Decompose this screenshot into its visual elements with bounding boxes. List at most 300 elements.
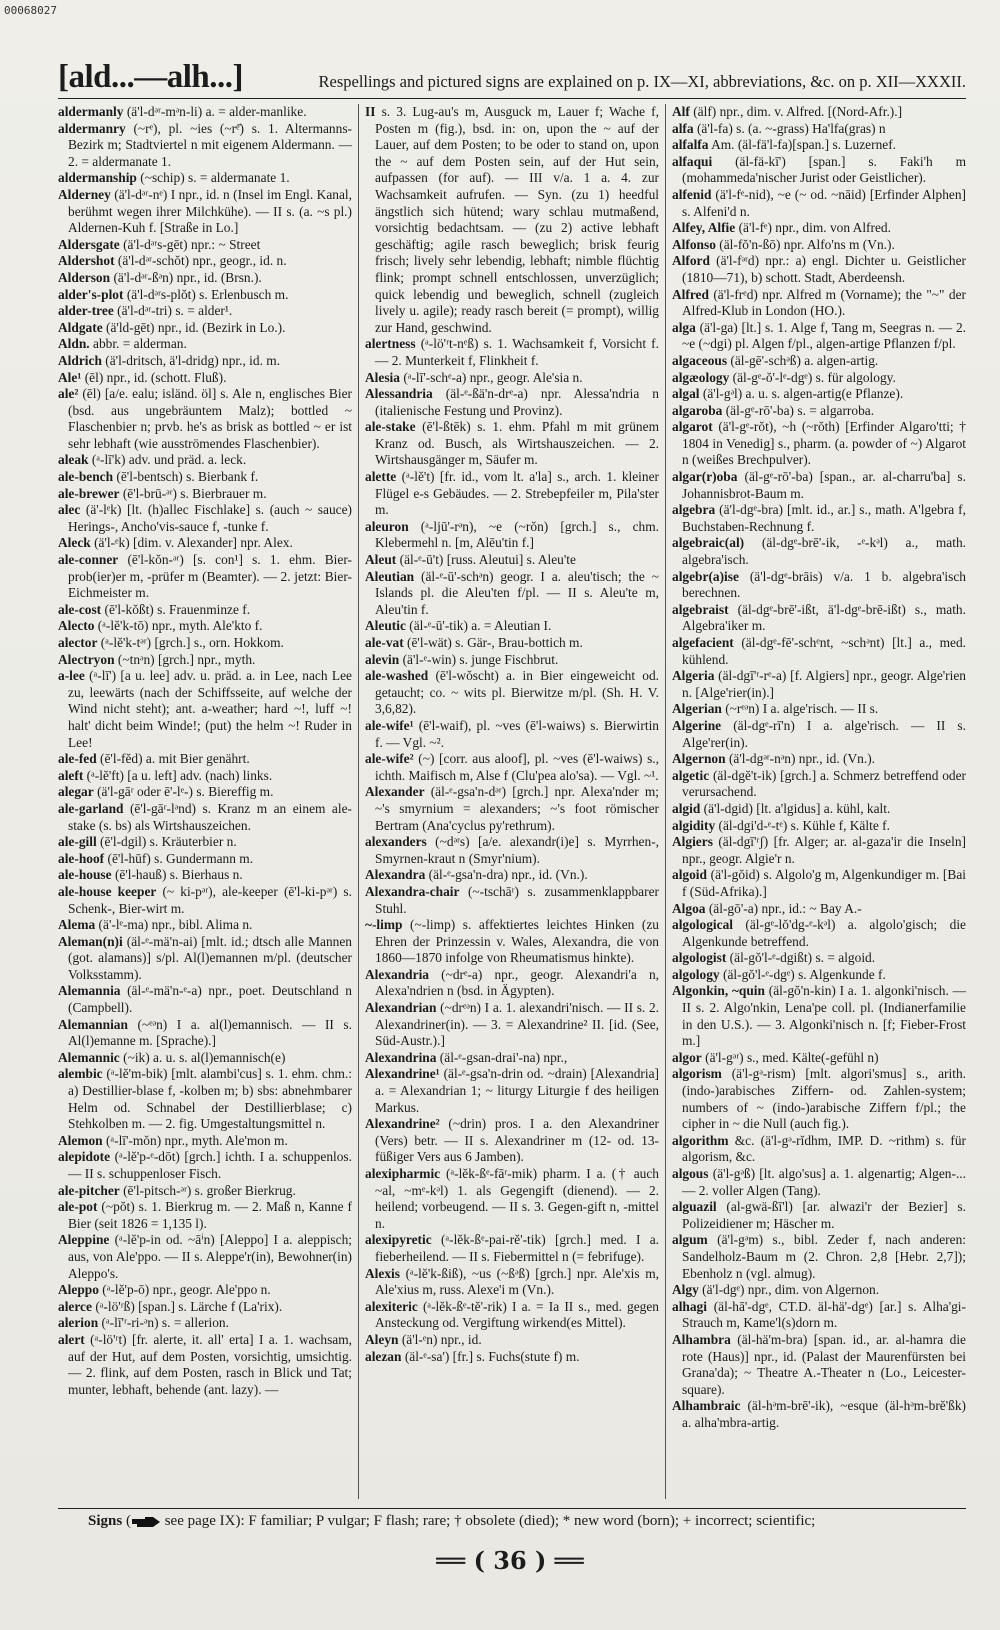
entry-body: (äl-ᵉ-mä'n-ai) [mlt. id.; dtsch alle Mannen (got. alamans)] s/pl. Al(l)emannen m/pl. (deutscher Volksstamm).: [68, 933, 352, 982]
signs-see-page: see page IX):: [164, 1513, 245, 1529]
entry-headword: ale-stake: [365, 419, 416, 435]
entry-body: (ᵃ-ljū'-rᵊn), ~e (~rŏn) [grch.] s., chm. Klebermehl n. [m, Alēu'tin f.]: [375, 518, 659, 551]
entry-body: (ä'l-gᵊm) s., bibl. Zeder f, nach anderen: Sandelholz-Baum m (2. Chron. 2,8 [Hebr. 2,7]); Ebenholz n (vgl. almug).: [682, 1232, 966, 1281]
dictionary-entry: [672, 751, 966, 768]
dictionary-entry: [58, 867, 352, 884]
entry-body: (ä'l-dgᵉ-bra) [mlt. id., ar.] s., math. A'lgebra f, Buchstaben-Rechnung f.: [682, 502, 966, 534]
footer-rule: [58, 1508, 966, 1509]
entry-headword: algorism: [672, 1066, 722, 1082]
dictionary-entry: [365, 519, 659, 552]
entry-body: (ä'l-frᵉd) npr. Alfred m (Vorname); the "~" der Alfred-Klub in London (HO.).: [682, 286, 966, 319]
entry-headword: Alf: [672, 104, 690, 119]
entry-headword: ale-washed: [365, 668, 429, 684]
page-header: [58, 56, 966, 99]
dictionary-entry: [365, 1349, 659, 1366]
dictionary-entry: [365, 635, 659, 652]
entry-headword: ale-wife¹: [365, 717, 414, 733]
dictionary-entry: [365, 668, 659, 718]
entry-headword: alegar: [58, 784, 94, 800]
entry-body: (ä'l-fᵉ) npr., dim. von Alfred.: [738, 220, 891, 236]
entry-headword: algaroba: [672, 402, 723, 418]
entry-headword: Alexandria: [365, 966, 429, 982]
entry-body: (äl-ᵉ-ßä'n-drᵉ-a) npr. Alessa'ndria n (italienische Festung und Provinz).: [375, 386, 659, 418]
entry-headword: algologist: [672, 950, 727, 966]
entry-headword: Alexandrian: [365, 1000, 437, 1016]
entry-body: (ē'l-kŏn-ᵊʳ) [s. con¹] s. 1. ehm. Bier-prob(ier)er m, -prüfer m (Beamter). — 2. jetzt: Bier-Eichmeister m.: [68, 552, 352, 601]
dictionary-entry: [58, 1232, 352, 1282]
entry-body: (ä'l-dgid) [lt. a'lgidus] a. kühl, kalt.: [703, 800, 891, 816]
dictionary-entry: [58, 535, 352, 552]
entry-headword: alfenid: [672, 186, 712, 202]
entry-body: (ä'-lᵉk) [lt. (h)allec Fischlake] s. (auch ~ sauce) Herings-, Ancho'vis-sauce f, -tunke f.: [68, 502, 352, 534]
entry-headword: alert: [58, 1331, 85, 1347]
dictionary-entry: [672, 237, 966, 254]
entry-body: (äl-gē'-schᵊß) a. algen-artig.: [730, 352, 879, 368]
entry-body: (~ᵉᵊn) I a. al(l)emannisch. — II s. Al(l)emanne m. [Sprache).]: [68, 1016, 352, 1049]
dictionary-entry: [672, 1166, 966, 1199]
dictionary-entry: [672, 320, 966, 353]
dictionary-entry: [672, 1299, 966, 1332]
dictionary-entry: [365, 552, 659, 569]
entry-headword: ~-limp: [365, 917, 403, 933]
entry-headword: Alema: [58, 917, 96, 933]
entry-headword: alfaqui: [672, 153, 713, 169]
entry-headword: alertness: [365, 336, 416, 352]
entry-headword: Aleppo: [58, 1282, 99, 1298]
entry-body: (~schip) s. = aldermanate 1.: [140, 170, 290, 186]
entry-headword: Algerian: [672, 701, 722, 717]
entry-body: (ä'l-fᵊʳd) npr.: a) engl. Dichter u. Geistlicher (1810—71), b) schott. Stadt, Aberdeensh.: [682, 253, 966, 285]
entry-headword: algor: [672, 1049, 702, 1065]
dictionary-entry: [58, 618, 352, 635]
entry-body: (ᵃ-lĕ'ft) [a u. left] adv. (nach) links.: [86, 767, 273, 783]
dictionary-entry: [672, 154, 966, 187]
dictionary-entry: [365, 1066, 659, 1116]
entry-headword: Aleyn: [365, 1331, 399, 1347]
entry-body: (ᵃ-lĕk-ßᵉ-pai-rĕ'-tik) [grch.] med. I a. fieberheilend. — II s. Fiebermittel n (= febrifuge).: [375, 1232, 659, 1264]
dictionary-entry: [58, 1050, 352, 1067]
dictionary-entry: [58, 370, 352, 387]
entry-body: (ä'l-gᵊʳ) s., med. Kälte(-gefühl n): [705, 1049, 879, 1065]
entry-headword: Aleutic: [365, 618, 406, 634]
dictionary-entry: [58, 884, 352, 917]
dictionary-entry: [58, 1017, 352, 1050]
entry-body: (ᵃ-lö'ʳt) [fr. alerte, it. all' erta] I a. 1. wachsam, auf der Hut, auf dem Posten, vorsichtig, umsichtig. — 2. flink, auf dem Posten, rasch in Blick und Tat; munter, lebhaft, behende (ant. lazy). —: [68, 1331, 352, 1397]
entry-headword: algæology: [672, 369, 730, 385]
entry-headword: alerion: [58, 1315, 99, 1331]
entry-body: (äl-ᵉ-gsan-drai'-na) npr.,: [439, 1049, 568, 1065]
entry-headword: aleak: [58, 452, 89, 468]
entry-headword: Alfonso: [672, 236, 716, 252]
entry-body: (ē'l-fĕd) a. mit Bier genährt.: [100, 751, 250, 767]
entry-body: (äl-dgi'd-ᵉ-tᵉ) s. Kühle f, Kälte f.: [718, 817, 890, 833]
column-right: [666, 104, 972, 1499]
entry-headword: Alexis: [365, 1265, 400, 1281]
entry-body: (ē'l-ßtēk) s. 1. ehm. Pfahl m mit grünem Kranz od. Busch, als Wirtshauszeichen. — 2. Wirtshausgänger m, Säufer m.: [375, 419, 659, 468]
entry-body: (ä'l-dritsch, ä'l-dridg) npr., id. m.: [105, 352, 281, 368]
entry-body: (äl-gŏ'l-ᵉ-dgᵉ) s. Algenkunde f.: [722, 966, 886, 982]
entry-body: (ᵃ-lĕk-ßᵉ-tĕ'-rik) I a. = Ia II s., med. gegen Ansteckung od. Vergiftung wirkend(es Mittel).: [375, 1298, 659, 1331]
dictionary-entry: [365, 917, 659, 967]
entry-headword: Aleut: [365, 552, 397, 568]
entry-headword: Algoa: [672, 900, 706, 916]
dictionary-entry: [58, 486, 352, 503]
dictionary-entry: [58, 320, 352, 337]
entry-headword: Aldgate: [58, 319, 103, 335]
dictionary-entry: [58, 635, 352, 652]
entry-body: (ᵃ-lī'ʳ-ri-ᵊn) s. = allerion.: [101, 1315, 229, 1331]
entry-headword: aldermanly: [58, 104, 124, 119]
entry-body: (ä'l-dᵊʳs-gēt) npr.: ~ Street: [123, 236, 261, 252]
entry-headword: alembic: [58, 1066, 103, 1082]
dictionary-entry: [365, 718, 659, 751]
entry-body: (ä'l-dᵊʳ-mᵊn-li) a. = alder-manlike.: [126, 104, 307, 119]
entry-body: (ē'l-dgil) s. Kräuterbier n.: [100, 834, 237, 850]
dictionary-entry: [365, 652, 659, 669]
dictionary-entry: [58, 917, 352, 934]
entry-headword: algological: [672, 917, 733, 933]
dictionary-entry: [672, 386, 966, 403]
dictionary-entry: [58, 834, 352, 851]
dictionary-entry: [672, 901, 966, 918]
entry-headword: Alexander: [365, 784, 425, 800]
dictionary-entry: [58, 652, 352, 669]
entry-body: (ä'l-fa) s. (a. ~-grass) Ha'lfa(gras) n: [696, 120, 886, 136]
dictionary-entry: [365, 1332, 659, 1349]
dictionary-entry: [58, 303, 352, 320]
entry-body: (äl-gᵉ-rō'-ba) [span., ar. al-charru'ba] s. Johannisbrot-Baum m.: [682, 469, 966, 501]
dictionary-entry: [58, 983, 352, 1016]
entry-headword: algebr(a)ise: [672, 568, 739, 584]
entry-body: (ᵃ-lĕ'p-ᵉ-dōt) [grch.] ichth. I a. schuppenlos. — II s. schuppenloser Fisch.: [68, 1149, 352, 1181]
entry-headword: ale-house keeper: [58, 883, 157, 899]
entry-body: (äl-fŏ'n-ßō) npr. Alfo'ns m (Vn.).: [719, 236, 895, 252]
dictionary-entry: [365, 1050, 659, 1067]
dictionary-entry: [672, 701, 966, 718]
entry-body: (ᵃ-lĕ't) [fr. id., vom lt. a'la] s., arch. 1. kleiner Flügel e-s Gebäudes. — 2. Strebepfeiler m, Pila'ster m.: [375, 469, 659, 518]
entry-body: (ᵃ-lĕ'p-in od. ~āⁱn) [Aleppo] I a. aleppisch; aus, von Ale'ppo. — II s. Aleppe'r(in), Bewohner(in) Aleppo's.: [68, 1232, 352, 1281]
entry-body: (äl-ᵉ-gsa'n-dᵊʳ) [grch.] npr. Alexa'nder m; ~'s smyrnium = alexanders; ~'s foot römischer Bertram (Ana'cyclus py'rethrum).: [375, 784, 659, 833]
entry-body: (ᵃ-lĕk-ßᵉ-fāʳ-mik) pharm. I a. († auch ~al, ~mᵉ-kᵊl) 1. als Gegengift (dienend). — 2. heilend; vorbeugend. — II s. 3. Gegen-gift n, -mittel n.: [375, 1166, 659, 1231]
entry-body: (ä'l-dgᵉ) npr., dim. von Algernon.: [702, 1282, 880, 1298]
dictionary-entry: [672, 668, 966, 701]
dictionary-entry: [58, 469, 352, 486]
dictionary-entry: [365, 370, 659, 387]
entry-headword: ale-garland: [58, 800, 124, 816]
entry-body: (äl-dgĕ't-ik) [grch.] a. Schmerz betreffend oder verursachend.: [682, 767, 966, 800]
entry-headword: Alexandrina: [365, 1049, 437, 1065]
entry-headword: ale-vat: [365, 635, 404, 650]
header-note: Respellings and pictured signs are explained on p. IX—XI, abbreviations, &c. on p. XII—XXXII.: [318, 72, 966, 91]
dictionary-entry: [365, 751, 659, 784]
entry-headword: Algiers: [672, 834, 713, 850]
entry-body: (äl-ᵉ-sa') [fr.] s. Fuchs(stute f) m.: [404, 1348, 580, 1364]
entry-body: (ä'l-dgᵊʳ-nᵊn) npr., id. (Vn.).: [728, 751, 875, 767]
dictionary-entry: [58, 1199, 352, 1232]
dictionary-entry: [365, 967, 659, 1000]
entry-headword: algar(r)oba: [672, 469, 738, 485]
entry-headword: Aldersgate: [58, 236, 120, 252]
dictionary-entry: [672, 1232, 966, 1282]
entry-headword: alexanders: [365, 834, 427, 850]
dictionary-entry: [365, 618, 659, 635]
dictionary-entry: [58, 353, 352, 370]
entry-body: (~drin) pros. I a. den Alexandriner (Vers) betr. — II s. Alexandriner m (12- od. 13-füßiger Vers aus 6 Jamben).: [375, 1116, 659, 1165]
entry-headword: algum: [672, 1232, 708, 1248]
entry-body: (äl-hᵊm-brē'-ik), ~esque (äl-hᵊm-brĕ'ßk) a. alha'mbra-artig.: [682, 1398, 966, 1430]
entry-headword: ale-cost: [58, 601, 102, 617]
entry-headword: Alectryon: [58, 651, 115, 667]
entry-body: (ē'l-wŏscht) a. in Bier eingeweicht od. getaucht; co. ~ wits pl. Bierwitze m/pl. (Sh. H. V. 3,6,82).: [375, 668, 659, 717]
entry-headword: Alemannic: [58, 1049, 120, 1065]
entry-headword: algorithm: [672, 1132, 729, 1148]
dictionary-entry: [672, 834, 966, 867]
entry-body: (ᵃ-lö'ʳß) [span.] s. Lärche f (La'rix).: [95, 1298, 283, 1314]
entry-headword: ale-brewer: [58, 485, 120, 501]
dictionary-entry: [58, 452, 352, 469]
entry-headword: alerce: [58, 1298, 92, 1314]
document-id: 00068027: [4, 4, 57, 17]
entry-body: (äl-dgᵉ-fē'-schᵉnt, ~schᵊnt) [lt.] a., med. kühlend.: [682, 635, 966, 667]
dictionary-entry: [672, 818, 966, 835]
entry-body: (~-tschāʳ) s. zusammenklappbarer Stuhl.: [375, 883, 659, 916]
dictionary-entry: [365, 884, 659, 917]
entry-headword: alector: [58, 635, 98, 650]
dictionary-entry: [365, 569, 659, 619]
dictionary-entry: [672, 1050, 966, 1067]
entry-headword: alfalfa: [672, 137, 709, 153]
entry-body: (ē'l-bentsch) s. Bierbank f.: [116, 469, 259, 485]
entry-headword: Algy: [672, 1282, 699, 1298]
dictionary-entry: [672, 917, 966, 950]
dictionary-entry: [365, 1000, 659, 1050]
entry-body: (äl-gō'-a) npr., id.: ~ Bay A.-: [708, 900, 862, 916]
dictionary-entry: [365, 469, 659, 519]
entry-headword: alexipharmic: [365, 1166, 441, 1181]
entry-body: (ᵃ-lī'-mŏn) npr., myth. Ale'mon m.: [106, 1132, 288, 1148]
entry-body: (ē'l-brū-ᵊʳ) s. Bierbrauer m.: [122, 485, 267, 501]
dictionary-entry: [58, 768, 352, 785]
entry-headword: alec: [58, 502, 81, 518]
entry-body: (~tnᵊn) [grch.] npr., myth.: [117, 651, 256, 667]
dictionary-columns: [52, 104, 972, 1499]
dictionary-entry: [672, 950, 966, 967]
entry-body: (ē'l-hauß) s. Bierhaus n.: [114, 867, 243, 883]
entry-body: (ä'l-ᵉk) [dim. v. Alexander] npr. Alex.: [94, 535, 293, 551]
entry-headword: Alfred: [672, 286, 709, 302]
entry-body: (ä'l-ᵉn) npr., id.: [401, 1331, 482, 1347]
entry-body: (ä'-lᵉ-ma) npr., bibl. Alima n.: [98, 917, 253, 933]
entry-body: (ä'l-dᵊʳ-tri) s. = alder¹.: [117, 303, 233, 319]
entry-headword: Alexandra: [365, 867, 426, 883]
entry-body: (ᵃ-lī'-schᵉ-a) npr., geogr. Ale'sia n.: [403, 369, 583, 385]
entry-body: (ᵃ-lĕ'm-bik) [mlt. alambi'cus] s. 1. ehm. chm.: a) Destillier-blase f, -kolben m; b) sbs: abnehmbarer Helm od. Schnabel der Destillierblase; c) Stehkolben m. — 2. fig. Umgestaltungsmittel n.: [68, 1066, 352, 1132]
entry-body: (äl-ᵉ-ū't) [russ. Aleutui] s. Aleu'te: [399, 552, 576, 568]
entry-body: (~-limp) s. affektiertes leichtes Hinken (zu Ehren der Prinzessin v. Wales, Alexandra, die von 1860—1870 infolge von Rheumatismus hinkte).: [375, 917, 659, 966]
entry-headword: Aleppine: [58, 1232, 110, 1248]
dictionary-entry: [672, 287, 966, 320]
entry-headword: Alderney: [58, 186, 111, 202]
entry-body: (ᵃ-lī') [a u. lee] adv. u. präd. a. in Lee, nach Lee zu, leewärts (nach der Schiffsseite, auf welche der Wind nicht steht); ant. a-weather; hard ~!, luff ~! halt' dicht beim Winde!; (put) the helm ~! Ruder in Lee!: [68, 668, 352, 750]
entry-headword: alfa: [672, 120, 694, 136]
entry-body: abbr. = alderman.: [93, 336, 187, 352]
dictionary-entry: [58, 1315, 352, 1332]
entry-body: (äl-gᵉ-lŏ'dg-ᵉ-kᵊl) a. algolo'gisch; die Algenkunde betreffend.: [682, 917, 966, 949]
entry-body: (ēl) [a/e. ealu; isländ. öl] s. Ale n, englisches Bier (bsd. aus ungebräuntem Malz); bottled ~ Flaschenbier n; prvb. he's as brisk as bottled ~ er ist sehr lebhaft (wie ausströmendes Flaschenbier).: [68, 386, 352, 451]
entry-body: (ᵃ-lĕ'p-ō) npr., geogr. Ale'ppo n.: [102, 1282, 271, 1298]
dictionary-entry: [365, 867, 659, 884]
entry-body: (äl-ᵉ-ū'-tik) a. = Aleutian I.: [409, 618, 552, 634]
dictionary-entry: [672, 1332, 966, 1398]
entry-headword: algous: [672, 1166, 709, 1181]
dictionary-entry: [672, 867, 966, 900]
entry-body: (äl-ᵉ-mä'n-ᵉ-a) npr., poet. Deutschland n (Campbell).: [68, 983, 352, 1016]
entry-headword: Aleutian: [365, 568, 415, 584]
entry-headword: Alfey, Alfie: [672, 220, 736, 236]
entry-headword: Alford: [672, 253, 710, 269]
entry-body: (ä'l-gᵉ-rŏt), ~h (~rŏth) [Erfinder Algaro'tti; † 1804 in Venedig] s., pharm. (a. powder of ~) Algarot n (weißes Brechpulver).: [682, 419, 966, 468]
entry-headword: ale-house: [58, 867, 112, 883]
entry-headword: ale²: [58, 386, 79, 402]
entry-headword: Aldrich: [58, 352, 102, 368]
entry-body: (ē'l-kŏßt) s. Frauenminze f.: [104, 601, 251, 617]
column-left: [52, 104, 359, 1499]
entry-headword: ale-fed: [58, 751, 97, 767]
entry-headword: Alessandria: [365, 386, 433, 402]
entry-body: (~rᵉ), pl. ~ies (~rᵉ̄) s. 1. Altermanns-Bezirk m; Stadtviertel n mit eigenem Aldermann. — 2. = aldermanate 1.: [68, 120, 352, 169]
dictionary-entry: [672, 967, 966, 984]
dictionary-entry: [365, 336, 659, 369]
entry-headword: alezan: [365, 1348, 402, 1364]
headword-range: [ald...—alh...]: [58, 59, 244, 95]
entry-headword: algid: [672, 800, 701, 816]
dictionary-entry: [672, 1066, 966, 1132]
dictionary-entry: [58, 1149, 352, 1182]
dictionary-entry: [672, 353, 966, 370]
entry-body: (~drᵉ-a) npr., geogr. Alexandri'a n, Alexa'ndrien n (bsd. in Ägypten).: [375, 966, 659, 999]
dictionary-entry: [58, 1066, 352, 1132]
dictionary-entry: [672, 187, 966, 220]
entry-body: (ä'l-ᵉ-win) s. junge Fischbrut.: [402, 651, 559, 667]
dictionary-entry: [58, 170, 352, 187]
dictionary-entry: [672, 502, 966, 535]
dictionary-entry: [672, 635, 966, 668]
entry-body: (ä'l-ga) [lt.] s. 1. Alge f, Tang m, Seegras n. — 2. ~e (~dgi) pl. Algen f/pl., algen-artige Pflanzen f/pl.: [682, 319, 966, 352]
entry-headword: alette: [365, 469, 397, 485]
entry-headword: a-lee: [58, 668, 85, 684]
entry-headword: ale-bench: [58, 469, 114, 485]
entry-body: (ᵃ-lĕ'k-ßiß), ~us (~ßᵊß) [grch.] npr. Ale'xis m, Ale'xius m, russ. Alexe'i m (Vn.).: [375, 1265, 659, 1298]
entry-headword: Aldershot: [58, 253, 115, 269]
dictionary-entry: [58, 668, 352, 751]
entry-headword: Alemon: [58, 1132, 103, 1148]
entry-body: (älf) npr., dim. v. Alfred. [(Nord-Afr.).]: [693, 104, 903, 119]
dictionary-entry: [365, 386, 659, 419]
entry-headword: ale-conner: [58, 552, 119, 568]
entry-body: (äl-dgᵉ-rī'n) I a. alge'risch. — II s. Alge'rer(in).: [682, 717, 966, 750]
entry-body: (ēl) npr., id. (schott. Fluß).: [84, 369, 227, 385]
entry-body: (ä'l-dᵊʳ-schŏt) npr., geogr., id. n.: [117, 253, 287, 269]
signs-legend-text: F familiar; P vulgar; F flash; rare; † obsolete (died); * new word (born); + incorrect; scientific;: [248, 1513, 816, 1529]
dictionary-entry: [672, 801, 966, 818]
dictionary-entry: [365, 419, 659, 469]
entry-body: s. 3. Lug-au's m, Ausguck m, Lauer f; Wache f, Posten m (fig.), bsd. in: on, upon the ~ auf der Lauer, auf dem Posten; to be oder to stand on, upon the ~ auf dem Posten sein, auf der Hut sein, aufpassen (for auf). — III v/a. 1 a. 4. zur Wachsamkeit aufrufen. — Syn. (zu 1) heedful ängstlich sich hütend; wary schlau mutmaßend, vorsichtig bedachtsam. — (zu 2) active lebhaft geschäftig; agile rasch beweglich; brisk feurig frisch; lively sehr lebendig, lebhaft; nimble flüchtig flink; prompt schnell entschlossen, unverzüglich; quick lebendig und beweglich, schnell (zugleich lively u. agile); ready rasch bereit (= prompt), willig zur Hand, geschwind.: [375, 104, 659, 335]
entry-headword: alga: [672, 319, 696, 335]
dictionary-entry: [672, 983, 966, 1049]
dictionary-entry: [672, 220, 966, 237]
entry-body: (~dᵊʳs) [a/e. alexandr(i)e] s. Myrrhen-, Smyrnen-kraut n (Smyr'nium).: [375, 834, 659, 866]
entry-headword: Aleman(n)i: [58, 933, 123, 949]
entry-body: (ᵃ-lī'k) adv. und präd. a. leck.: [91, 452, 247, 468]
entry-body: (äl-fä-kī') [span.] s. Faki'h m (mohammeda'nischer Jurist oder Geistlicher).: [682, 153, 966, 186]
dictionary-entry: [58, 1133, 352, 1150]
entry-headword: algebra: [672, 502, 716, 518]
entry-body: (ä'l-fᵉ-nid), ~e (~ od. ~nāid) [Erfinder Alphen] s. Alfeni'd n.: [682, 186, 966, 219]
dictionary-entry: [365, 834, 659, 867]
entry-headword: alepidote: [58, 1149, 111, 1165]
entry-headword: alexipyretic: [365, 1232, 432, 1248]
entry-headword: Aleck: [58, 535, 91, 551]
entry-headword: aldermanship: [58, 170, 137, 186]
page-number-block: ══ ( 36 ) ══: [436, 1546, 584, 1575]
dictionary-entry: [365, 784, 659, 834]
entry-body: (äl-dgī'ʳ-rᵉ-a) [f. Algiers] npr., geogr. Alge'rien n. [Alge'rier(in).]: [682, 668, 966, 700]
entry-headword: algarot: [672, 419, 713, 435]
entry-headword: algetic: [672, 767, 710, 783]
entry-headword: ale-gill: [58, 834, 97, 850]
dictionary-entry: [58, 784, 352, 801]
entry-body: (~ ki-pᵊʳ), ale-keeper (ē'l-ki-pᵊʳ) s. Schenk-, Bier-wirt m.: [68, 883, 352, 916]
dictionary-entry: [365, 104, 659, 336]
dictionary-entry: [58, 502, 352, 535]
entry-body: (ē'l-waif), pl. ~ves (ē'l-waiws) s. Bierwirtin f. — Vgl. ~².: [375, 717, 659, 750]
entry-body: (ᵃ-lĕ'k-tō) npr., myth. Ale'kto f.: [97, 618, 263, 634]
entry-body: (äl-gŏ'n-kin) I a. 1. algonki'nisch. — II s. 2. Algo'nkin, Lena'pe coll. pl. (Indianerfamilie in den U.S.). — 3. Algonki'nisch n. [f; Fieber-Frost m.]: [682, 983, 966, 1049]
entry-body: &c. (ä'l-gᵊ-rĭdhm, IMP. D. ~rithm) s. für algorism, &c.: [682, 1132, 966, 1165]
dictionary-entry: [58, 104, 352, 121]
dictionary-entry: [365, 1266, 659, 1299]
dictionary-entry: [365, 1299, 659, 1332]
entry-body: (äl-gᵉ-ŏ'-lᵉ-dgᵉ) s. für algology.: [732, 369, 896, 385]
entry-headword: algebraist: [672, 601, 729, 617]
dictionary-entry: [365, 1166, 659, 1232]
signs-legend: Signs ( see page IX): F familiar; P vulgar; F flash; rare; † obsolete (died); * new word (born); + incorrect; scientific;: [88, 1513, 816, 1529]
dictionary-entry: [672, 602, 966, 635]
entry-headword: Alderson: [58, 269, 111, 285]
entry-body: (äl-dgᵉ-brē'-ißt, ä'l-dgᵉ-brē-ißt) s., math. Algebra'iker m.: [682, 601, 966, 634]
entry-headword: algefacient: [672, 635, 734, 650]
entry-headword: Alhambra: [672, 1331, 731, 1347]
entry-headword: Alexandra-chair: [365, 883, 460, 899]
dictionary-entry: [58, 270, 352, 287]
dictionary-entry: [672, 253, 966, 286]
dictionary-entry: [672, 104, 966, 121]
dictionary-entry: [58, 237, 352, 254]
entry-body: (äl-dgᵉ-brē'-ik, -ᵉ-kᵊl) a., math. algebra'isch.: [682, 535, 966, 568]
entry-headword: Alemannia: [58, 983, 121, 999]
entry-body: (äl-hā'-dgᵉ, CT.D. äl-hä'-dgᵉ) [ar.] s. Alha'gi-Strauch m, Kame'l(s)dorn m.: [682, 1298, 966, 1331]
dictionary-entry: [672, 1282, 966, 1299]
entry-headword: II: [365, 104, 376, 119]
entry-headword: Alecto: [58, 618, 95, 634]
entry-headword: Alexandrine¹: [365, 1066, 440, 1082]
entry-body: (ä'l-dᵊʳ-ßᵊn) npr., id. (Brsn.).: [113, 269, 262, 285]
entry-headword: ale-pitcher: [58, 1182, 120, 1198]
entry-headword: Alesia: [365, 369, 400, 385]
entry-headword: alexiteric: [365, 1298, 418, 1314]
entry-body: (ē'l-wät) s. Gär-, Brau-bottich m.: [407, 635, 583, 650]
entry-headword: algidity: [672, 817, 716, 833]
